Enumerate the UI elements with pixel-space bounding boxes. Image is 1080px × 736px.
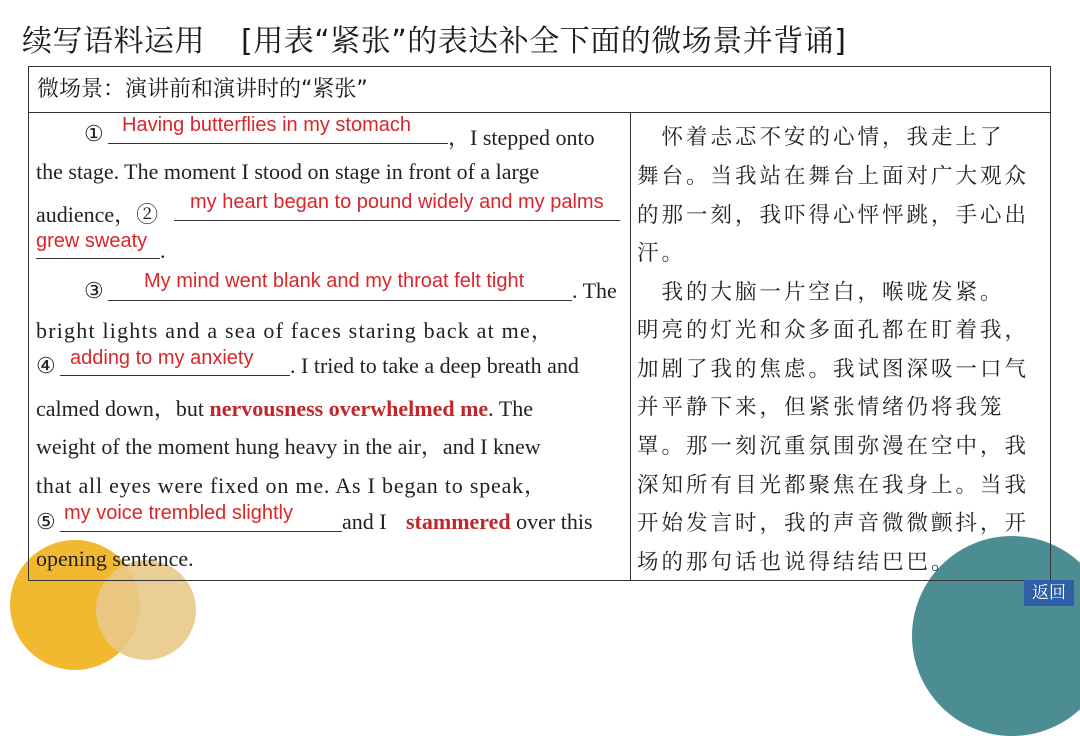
en-line-8 (36, 392, 533, 430)
marker-4: ④ (36, 353, 56, 378)
en-line-9 (36, 430, 541, 468)
answer-4: adding to my anxiety (70, 347, 254, 369)
answer-1: Having butterflies in my stomach (122, 114, 412, 136)
en-text-8a: calmed down，but (36, 396, 210, 421)
zh-line-4: 汗。 (637, 241, 687, 266)
marker-1: ① (84, 121, 104, 146)
zh-line-2: 舞台。当我站在舞台上面对广大观众 (637, 164, 1030, 189)
answer-5: my voice trembled slightly (64, 502, 293, 524)
en-text-11b (406, 509, 593, 535)
en-line-12 (36, 546, 194, 584)
answer-2a: my heart began to pound widely and my palms (190, 191, 604, 213)
en-text-10: that all eyes were fixed on me. As I began to speak， (36, 473, 547, 498)
en-text-11c: over this (510, 509, 593, 534)
answer-3: My mind went blank and my throat felt tight (144, 270, 525, 292)
zh-line-12: 场的那句话也说得结结巴巴。 (637, 550, 956, 575)
emphasis-nervousness: nervousness overwhelmed me (209, 396, 489, 421)
en-text-8b: . The (488, 396, 533, 421)
zh-line-11: 开始发言时，我的声音微微颤抖，开 (637, 511, 1030, 536)
answer-2b: grew sweaty (36, 230, 148, 252)
emphasis-stammered: stammered (406, 509, 511, 534)
zh-line-9: 罩。那一刻沉重氛围弥漫在空中，我 (637, 434, 1030, 459)
scene-header: 微场景：演讲前和演讲时的“紧张” (29, 67, 1050, 113)
en-text-4: . (160, 238, 166, 263)
en-text-6: bright lights and a sea of faces staring back at me， (36, 318, 555, 343)
subtitle-text: [用表“紧张”的表达补全下面的微场景并背诵] (241, 24, 847, 59)
en-text-7: . I tried to take a deep breath and (290, 353, 579, 378)
en-text-11a: and I (342, 509, 387, 534)
zh-line-8: 并平静下来，但紧张情绪仍将我笼 (637, 395, 1005, 420)
en-text-9: weight of the moment hung heavy in the air，and I knew (36, 434, 541, 459)
zh-line-6: 明亮的灯光和众多面孔都在盯着我， (637, 318, 1030, 343)
column-divider (630, 112, 631, 580)
zh-line-1: 怀着忐忑不安的心情，我走上了 (637, 125, 1005, 150)
marker-3: ③ (84, 278, 104, 303)
en-text-5: . The (572, 278, 617, 303)
marker-5: ⑤ (36, 509, 56, 534)
zh-line-10: 深知所有目光都聚焦在我身上。当我 (637, 473, 1030, 498)
en-text-1: ，I stepped onto (448, 125, 595, 150)
en-text-2: the stage. The moment I stood on stage in front of a large (36, 159, 540, 184)
zh-line-3: 的那一刻，我吓得心怦怦跳，手心出 (637, 203, 1030, 228)
page-title (22, 16, 847, 60)
zh-line-7: 加剧了我的焦虑。我试图深吸一口气 (637, 357, 1030, 382)
en-text-3: audience，② (36, 202, 159, 227)
back-button[interactable]: 返回 (1024, 580, 1074, 606)
title-text: 续写语料运用 (22, 24, 205, 59)
zh-line-5: 我的大脑一片空白，喉咙发紧。 (637, 280, 1005, 305)
en-text-12: opening sentence. (36, 546, 194, 571)
scene-box (28, 66, 1051, 581)
